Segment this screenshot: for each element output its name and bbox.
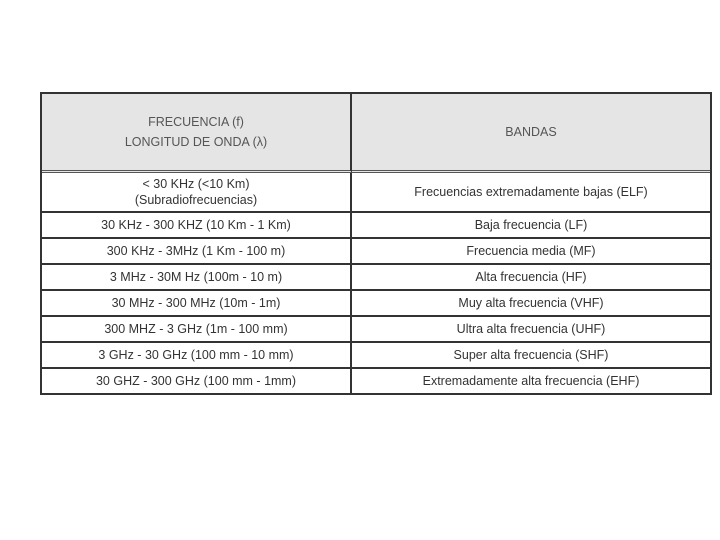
cell-band: Alta frecuencia (HF) — [352, 265, 710, 291]
cell-band: Extremadamente alta frecuencia (EHF) — [422, 374, 640, 388]
table-row — [42, 317, 710, 343]
cell-frequency-value: < 30 KHz (<10 Km) — [142, 177, 250, 191]
header-row — [42, 94, 710, 173]
cell-band: Frecuencias extremadamente bajas (ELF) — [352, 173, 710, 213]
header-frequency-line2: LONGITUD DE ONDA (λ) — [124, 135, 268, 149]
cell-band: Super alta frecuencia (SHF) — [352, 343, 710, 369]
cell-frequency: 30 KHz - 300 KHZ (10 Km - 1 Km) — [42, 213, 352, 239]
table-row — [42, 265, 710, 291]
table-row — [42, 291, 710, 317]
header-frequency-line1: FRECUENCIA (f) — [148, 115, 244, 129]
table-row — [42, 213, 710, 239]
header-frequency — [42, 94, 352, 173]
cell-band: Baja frecuencia (LF) — [352, 213, 710, 239]
cell-frequency: 3 GHz - 30 GHz (100 mm - 10 mm) — [42, 343, 352, 369]
bands-table — [42, 94, 710, 393]
cell-frequency-note: (Subradiofrecuencias) — [134, 193, 258, 207]
cell-frequency: 300 KHz - 3MHz (1 Km - 100 m) — [42, 239, 352, 265]
cell-frequency: 30 GHZ - 300 GHz (100 mm - 1mm) — [42, 369, 352, 393]
cell-frequency: 3 MHz - 30M Hz (100m - 10 m) — [42, 265, 352, 291]
cell-band: Ultra alta frecuencia (UHF) — [352, 317, 710, 343]
cell-frequency: 300 MHZ - 3 GHz (1m - 100 mm) — [42, 317, 352, 343]
header-bands: BANDAS — [352, 94, 710, 173]
cell-frequency — [42, 173, 352, 213]
frequency-bands-table — [40, 92, 712, 395]
table-row — [42, 239, 710, 265]
cell-frequency: 30 MHz - 300 MHz (10m - 1m) — [42, 291, 352, 317]
cell-band: Frecuencia media (MF) — [352, 239, 710, 265]
cell-band: Muy alta frecuencia (VHF) — [352, 291, 710, 317]
table-row — [42, 369, 710, 393]
table-row — [42, 173, 710, 213]
table-row — [42, 343, 710, 369]
